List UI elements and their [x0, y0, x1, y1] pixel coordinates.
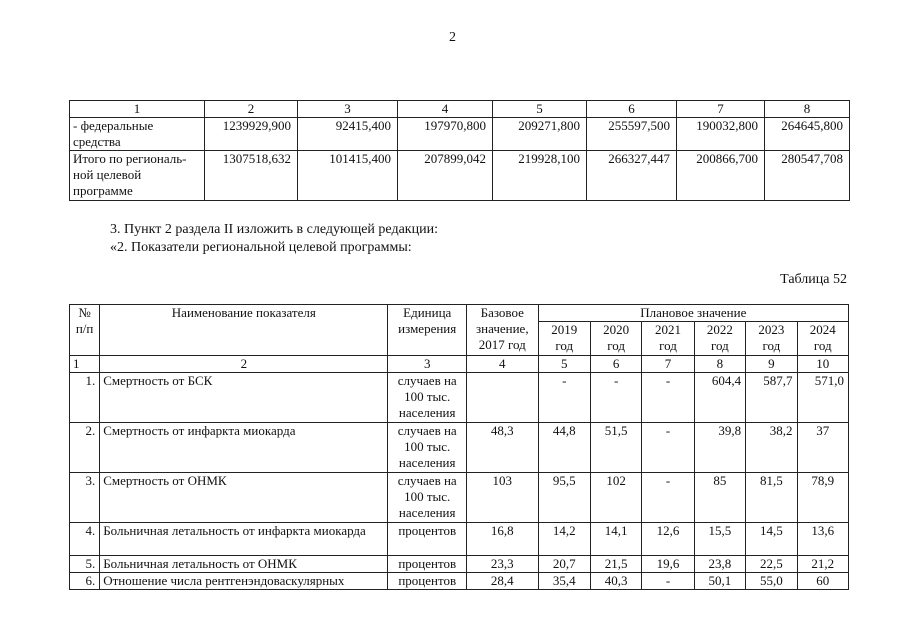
value-cell: 19,6 — [642, 556, 694, 573]
value-cell: 40,3 — [590, 573, 641, 590]
value-cell: 219928,100 — [493, 151, 587, 201]
header-unit: Единица измерения — [388, 305, 467, 356]
base-cell — [467, 373, 539, 423]
col-number: 9 — [746, 356, 797, 373]
col-number: 3 — [388, 356, 467, 373]
value-cell: 255597,500 — [587, 118, 677, 151]
value-cell: 39,8 — [694, 423, 745, 473]
unit-cell: случаев на 100 тыс. населения — [388, 373, 467, 423]
value-cell: 85 — [694, 473, 745, 523]
table-row — [70, 151, 850, 201]
indicators-intro: «2. Показатели региональной целевой программы: — [110, 240, 412, 255]
value-cell: 50,1 — [694, 573, 745, 590]
row-num: 6. — [70, 573, 100, 590]
indicator-name: Отношение числа рентгенэндоваскулярных — [100, 573, 388, 590]
base-cell: 28,4 — [467, 573, 539, 590]
value-cell: 44,8 — [538, 423, 590, 473]
value-cell: - — [642, 423, 694, 473]
header-cell: 1 — [70, 101, 205, 118]
finance-table — [69, 100, 850, 201]
finance-header-row — [70, 101, 850, 118]
value-cell: 21,5 — [590, 556, 641, 573]
base-cell: 23,3 — [467, 556, 539, 573]
year-cell: 2021 год — [642, 322, 694, 356]
table-row — [70, 118, 850, 151]
value-cell: - — [642, 573, 694, 590]
header-cell: 8 — [765, 101, 850, 118]
value-cell: 101415,400 — [298, 151, 398, 201]
value-cell: 15,5 — [694, 523, 745, 556]
value-cell: 1239929,900 — [205, 118, 298, 151]
value-cell: 587,7 — [746, 373, 797, 423]
value-cell: - — [642, 373, 694, 423]
row-num: 2. — [70, 423, 100, 473]
column-numbers-row — [70, 356, 849, 373]
value-cell: 38,2 — [746, 423, 797, 473]
base-cell: 16,8 — [467, 523, 539, 556]
header-cell: 5 — [493, 101, 587, 118]
value-cell: 60 — [797, 573, 848, 590]
page-number: 2 — [449, 30, 456, 45]
header-row — [70, 305, 849, 322]
value-cell: 604,4 — [694, 373, 745, 423]
value-cell: 51,5 — [590, 423, 641, 473]
row-num: 1. — [70, 373, 100, 423]
unit-cell: случаев на 100 тыс. населения — [388, 423, 467, 473]
value-cell: 264645,800 — [765, 118, 850, 151]
header-cell: 6 — [587, 101, 677, 118]
unit-cell: процентов — [388, 523, 467, 556]
year-cell: 2024 год — [797, 322, 848, 356]
year-cell: 2023 год — [746, 322, 797, 356]
year-cell: 2020 год — [590, 322, 641, 356]
row-num: 3. — [70, 473, 100, 523]
table-row — [70, 556, 849, 573]
value-cell: 14,5 — [746, 523, 797, 556]
table-row — [70, 373, 849, 423]
header-plan: Плановое значение — [538, 305, 848, 322]
value-cell: 21,2 — [797, 556, 848, 573]
row-num: 5. — [70, 556, 100, 573]
value-cell: 95,5 — [538, 473, 590, 523]
unit-cell: случаев на 100 тыс. населения — [388, 473, 467, 523]
col-number: 6 — [590, 356, 641, 373]
value-cell: 12,6 — [642, 523, 694, 556]
indicator-name: Больничная летальность от ОНМК — [100, 556, 388, 573]
value-cell: 14,1 — [590, 523, 641, 556]
header-cell: 2 — [205, 101, 298, 118]
value-cell: 14,2 — [538, 523, 590, 556]
table-row — [70, 523, 849, 556]
indicator-name: Смертность от ОНМК — [100, 473, 388, 523]
value-cell: 280547,708 — [765, 151, 850, 201]
table-row — [70, 573, 849, 590]
value-cell: - — [590, 373, 641, 423]
indicators-table — [69, 304, 849, 590]
value-cell: 55,0 — [746, 573, 797, 590]
value-cell: 81,5 — [746, 473, 797, 523]
value-cell: 571,0 — [797, 373, 848, 423]
col-number: 10 — [797, 356, 848, 373]
value-cell: 209271,800 — [493, 118, 587, 151]
header-cell: 4 — [398, 101, 493, 118]
value-cell: 78,9 — [797, 473, 848, 523]
col-number: 1 — [70, 356, 100, 373]
value-cell: 200866,700 — [677, 151, 765, 201]
header-num: № п/п — [70, 305, 100, 356]
value-cell: 23,8 — [694, 556, 745, 573]
value-cell: 20,7 — [538, 556, 590, 573]
value-cell: 13,6 — [797, 523, 848, 556]
value-cell: 35,4 — [538, 573, 590, 590]
value-cell: 92415,400 — [298, 118, 398, 151]
base-cell: 103 — [467, 473, 539, 523]
value-cell: 197970,800 — [398, 118, 493, 151]
row-label: - федеральные средства — [70, 118, 205, 151]
value-cell: 266327,447 — [587, 151, 677, 201]
table-row — [70, 423, 849, 473]
col-number: 8 — [694, 356, 745, 373]
base-cell: 48,3 — [467, 423, 539, 473]
table-row — [70, 473, 849, 523]
value-cell: 1307518,632 — [205, 151, 298, 201]
unit-cell: процентов — [388, 556, 467, 573]
row-label: Итого по региональ-ной целевой программе — [70, 151, 205, 201]
indicator-name: Больничная летальность от инфаркта миокарда — [100, 523, 388, 556]
col-number: 7 — [642, 356, 694, 373]
indicator-name: Смертность от БСК — [100, 373, 388, 423]
header-cell: 3 — [298, 101, 398, 118]
value-cell: 37 — [797, 423, 848, 473]
header-name: Наименование показателя — [100, 305, 388, 356]
year-cell: 2019 год — [538, 322, 590, 356]
col-number: 2 — [100, 356, 388, 373]
value-cell: 207899,042 — [398, 151, 493, 201]
amendment-paragraph: 3. Пункт 2 раздела II изложить в следующей редакции: — [110, 222, 438, 237]
table-caption: Таблица 52 — [780, 272, 847, 287]
header-cell: 7 — [677, 101, 765, 118]
value-cell: 102 — [590, 473, 641, 523]
col-number: 5 — [538, 356, 590, 373]
year-cell: 2022 год — [694, 322, 745, 356]
unit-cell: процентов — [388, 573, 467, 590]
value-cell: 190032,800 — [677, 118, 765, 151]
col-number: 4 — [467, 356, 539, 373]
header-base: Базовое значение, 2017 год — [467, 305, 539, 356]
value-cell: - — [538, 373, 590, 423]
indicator-name: Смертность от инфаркта миокарда — [100, 423, 388, 473]
value-cell: - — [642, 473, 694, 523]
value-cell: 22,5 — [746, 556, 797, 573]
row-num: 4. — [70, 523, 100, 556]
